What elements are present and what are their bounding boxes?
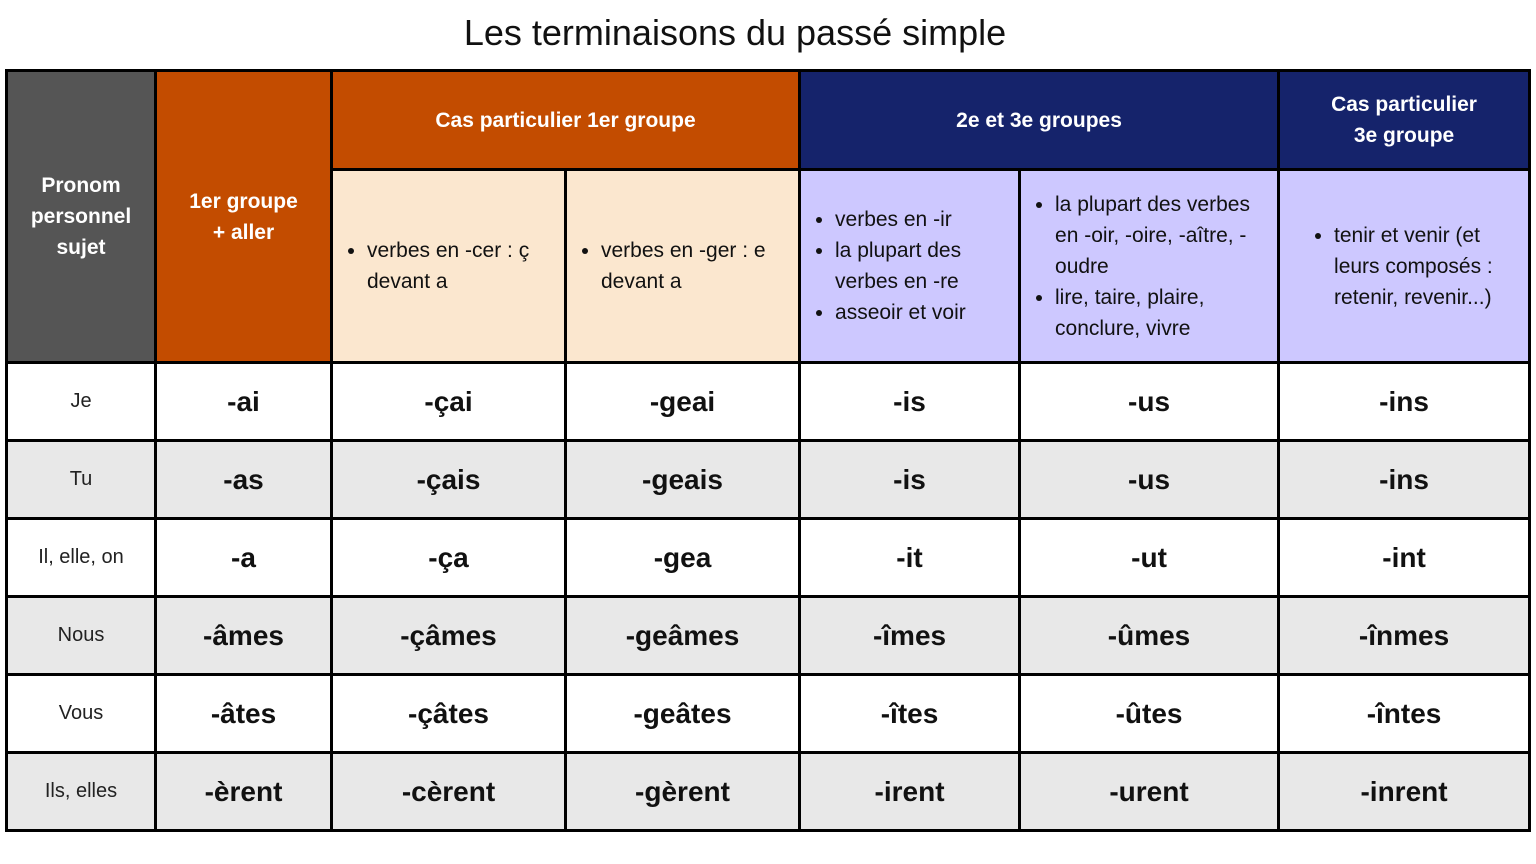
pronoun-cell: Vous [7,675,156,753]
subheader-cer [332,170,566,363]
ending-cell: -çâtes [332,675,566,753]
subheader-ger [566,170,800,363]
ending-cell: -îtes [800,675,1020,753]
subheader-tenir [1279,170,1530,363]
table-row [7,363,1530,441]
pronoun-cell: Il, elle, on [7,519,156,597]
table-row [7,597,1530,675]
subheader-tenir-item: • tenir et venir (et leurs composés : retenir, revenir...) [1334,220,1510,313]
ending-cell: -ûtes [1020,675,1279,753]
ending-cell: -âmes [156,597,332,675]
page-title: Les terminaisons du passé simple [463,12,1007,53]
table-row [7,675,1530,753]
ending-cell: -inrent [1279,753,1530,831]
pronoun-cell: Tu [7,441,156,519]
ending-cell: -ins [1279,441,1530,519]
subheader-ir-item: • la plupart des verbes en -re [835,235,1004,297]
header-groupe1-line: 1er groupe [189,189,298,213]
ending-cell: -int [1279,519,1530,597]
ending-cell: -urent [1020,753,1279,831]
header-pronom-line: sujet [56,236,106,259]
ending-cell: -ûmes [1020,597,1279,675]
ending-cell: -as [156,441,332,519]
ending-cell: -ça [332,519,566,597]
header-cas3 [1279,71,1530,170]
ending-cell: -us [1020,441,1279,519]
ending-cell: -gea [566,519,800,597]
subheader-ir-item: • verbes en -ir [835,204,1004,235]
header-groupe1 [156,71,332,363]
ending-cell: -is [800,363,1020,441]
ending-cell: -geais [566,441,800,519]
ending-cell: -us [1020,363,1279,441]
header-pronom [7,71,156,363]
subheader-oir [1020,170,1279,363]
header-pronom-line: personnel [30,205,132,228]
table-row [7,441,1530,519]
ending-cell: -întes [1279,675,1530,753]
ending-cell: -geâtes [566,675,800,753]
ending-cell: -îmes [800,597,1020,675]
ending-cell: -çâmes [332,597,566,675]
pronoun-cell: Ils, elles [7,753,156,831]
ending-cell: -çai [332,363,566,441]
subheader-oir-item: • la plupart des verbes en -oir, -oire, -aître, -oudre [1055,189,1259,282]
header-groupes23: 2e et 3e groupes [800,71,1279,170]
subheader-ir-item: • asseoir et voir [835,297,1004,328]
pronoun-cell: Je [7,363,156,441]
subheader-oir-item: • lire, taire, plaire, conclure, vivre [1055,282,1259,344]
pronoun-cell: Nous [7,597,156,675]
conjugation-table [5,69,1531,832]
ending-cell: -a [156,519,332,597]
ending-cell: -èrent [156,753,332,831]
table-row [7,519,1530,597]
ending-cell: -it [800,519,1020,597]
header-cas3-line: 3e groupe [1353,124,1455,147]
ending-cell: -irent [800,753,1020,831]
ending-cell: -înmes [1279,597,1530,675]
header-cas3-line: Cas particulier [1331,93,1477,116]
header-cas1: Cas particulier 1er groupe [332,71,800,170]
ending-cell: -is [800,441,1020,519]
ending-cell: -cèrent [332,753,566,831]
subheader-cer-item: • verbes en -cer : ç devant a [367,235,552,297]
ending-cell: -ins [1279,363,1530,441]
ending-cell: -âtes [156,675,332,753]
ending-cell: -ut [1020,519,1279,597]
table-row [7,753,1530,831]
subheader-ger-item: • verbes en -ger : e devant a [601,235,786,297]
ending-cell: -geai [566,363,800,441]
header-groupe1-line: + aller [212,220,275,244]
header-pronom-line: Pronom [41,174,121,197]
ending-cell: -geâmes [566,597,800,675]
ending-cell: -ai [156,363,332,441]
ending-cell: -gèrent [566,753,800,831]
ending-cell: -çais [332,441,566,519]
subheader-ir [800,170,1020,363]
